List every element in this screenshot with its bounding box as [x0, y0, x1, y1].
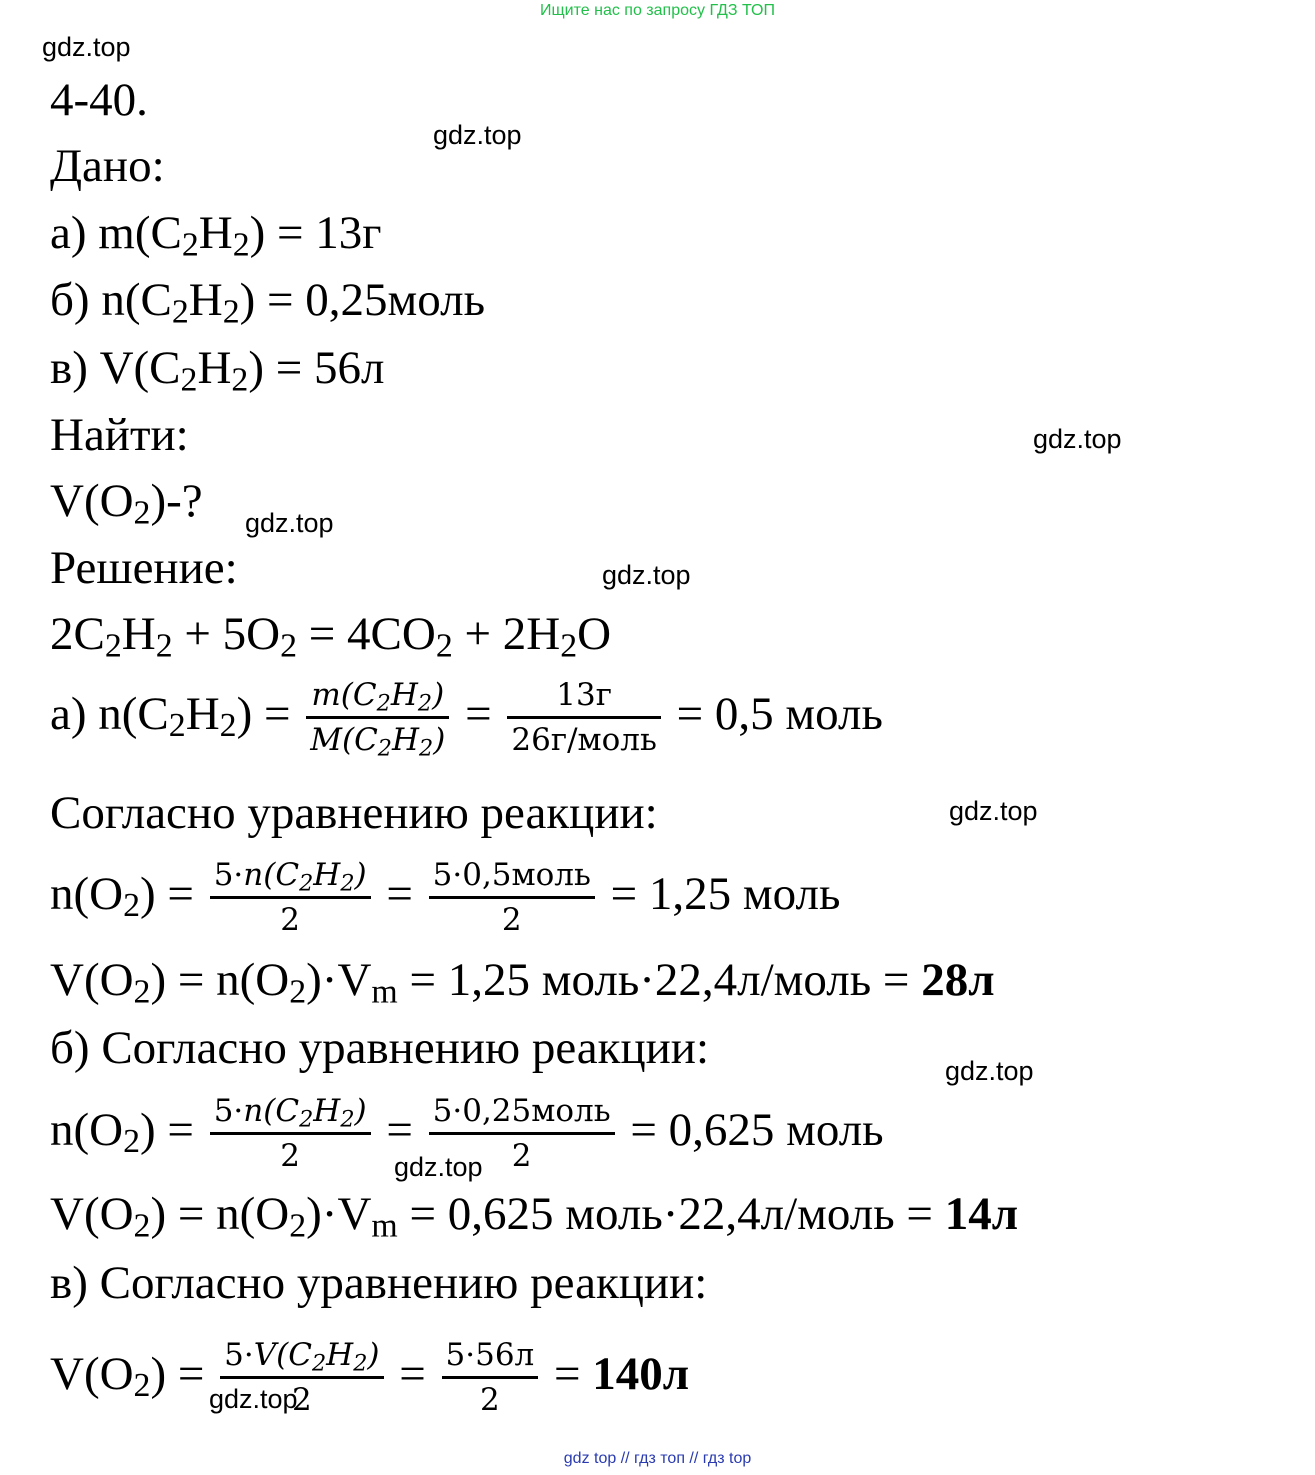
find-target: $V(O_2)-$? [50, 475, 203, 532]
reaction-equation: $2C_2H_2 + 5O_2 = 4CO_2 + 2H_2O$ [50, 608, 612, 665]
fraction: $\frac{5\cdot n(C_2H_2)}{2}$ [210, 860, 371, 936]
fraction: $\frac{m(C_2H_2)}{M(C_2H_2)}$ [306, 680, 449, 756]
fraction: $\frac{5\cdot n(C_2H_2)}{2}$ [210, 1096, 371, 1172]
footer-links: gdz top // гдз топ // гдз top [563, 1450, 752, 1467]
given-b: б) $n(C_2H_2)$ = 0,25моль [50, 274, 486, 331]
given-heading: Дано: [50, 140, 165, 192]
part-c-rule: в) Согласно уравнению реакции: [50, 1257, 708, 1309]
part-b-o2-volume: $V(O_2) = n(O_2)\cdot V_m = 0,625$ моль·22,4л/моль = 14л [50, 1188, 1019, 1245]
part-a-o2-moles: $n(O_2)$ = $\frac{5\cdot n(C_2H_2)}{2}$ = $\frac{\text{5·0,5моль}}{2}$ = 1,25 моль [50, 857, 841, 938]
watermark: gdz.top [602, 560, 691, 590]
watermark: gdz.top [945, 1056, 1034, 1086]
watermark: gdz.top [42, 32, 131, 62]
part-c-o2-volume: $V(O_2)$ = $\frac{5\cdot V(C_2H_2)}{2}$ = $\frac{5\cdot 56л}{2}$ = 140л [50, 1337, 690, 1418]
answer-a: 28л [921, 954, 995, 1006]
part-a-rule: Согласно уравнению реакции: [50, 787, 658, 839]
fraction: $\frac{13г}{\text{26г/моль}}$ [507, 680, 660, 756]
watermark: gdz.top [245, 508, 334, 538]
fraction: $\frac{\text{5·0,5моль}}{2}$ [429, 860, 595, 936]
watermark: gdz.top [209, 1384, 298, 1414]
solution-heading: Решение: [50, 542, 238, 594]
given-c: в) $V(C_2H_2) = 56л$ [50, 342, 385, 399]
answer-b: 14л [944, 1188, 1019, 1240]
part-b-o2-moles: $n(O_2)$ = $\frac{5\cdot n(C_2H_2)}{2}$ = $\frac{\text{5·0,25моль}}{2}$ = 0,625 моль [50, 1093, 884, 1174]
watermark: gdz.top [433, 120, 522, 150]
top-banner: Ищите нас по запросу ГДЗ ТОП [540, 2, 775, 19]
watermark: gdz.top [394, 1152, 483, 1182]
given-a: а) $m(C_2H_2) = 13г$ [50, 207, 382, 264]
part-a-o2-volume: $V(O_2) = n(O_2)\cdot V_m = 1,25$ моль·22,4л/моль = 28л [50, 954, 995, 1011]
part-a-moles: а) $n(C_2H_2)$ = $\frac{m(C_2H_2)}{M(C_2H_2)}$ = $\frac{13г}{\text{26г/моль}}$ = 0,5 моль [50, 677, 883, 762]
fraction: $\frac{\text{5·0,25моль}}{2}$ [429, 1096, 615, 1172]
fraction: $\frac{5\cdot V(C_2H_2)}{2}$ [220, 1340, 383, 1416]
problem-number: 4-40. [50, 74, 148, 126]
fraction: $\frac{5\cdot 56л}{2}$ [442, 1340, 539, 1416]
watermark: gdz.top [1033, 424, 1122, 454]
find-heading: Найти: [50, 409, 189, 461]
watermark: gdz.top [949, 796, 1038, 826]
part-b-rule: б) Согласно уравнению реакции: [50, 1022, 710, 1074]
answer-c: 140л [592, 1347, 690, 1400]
